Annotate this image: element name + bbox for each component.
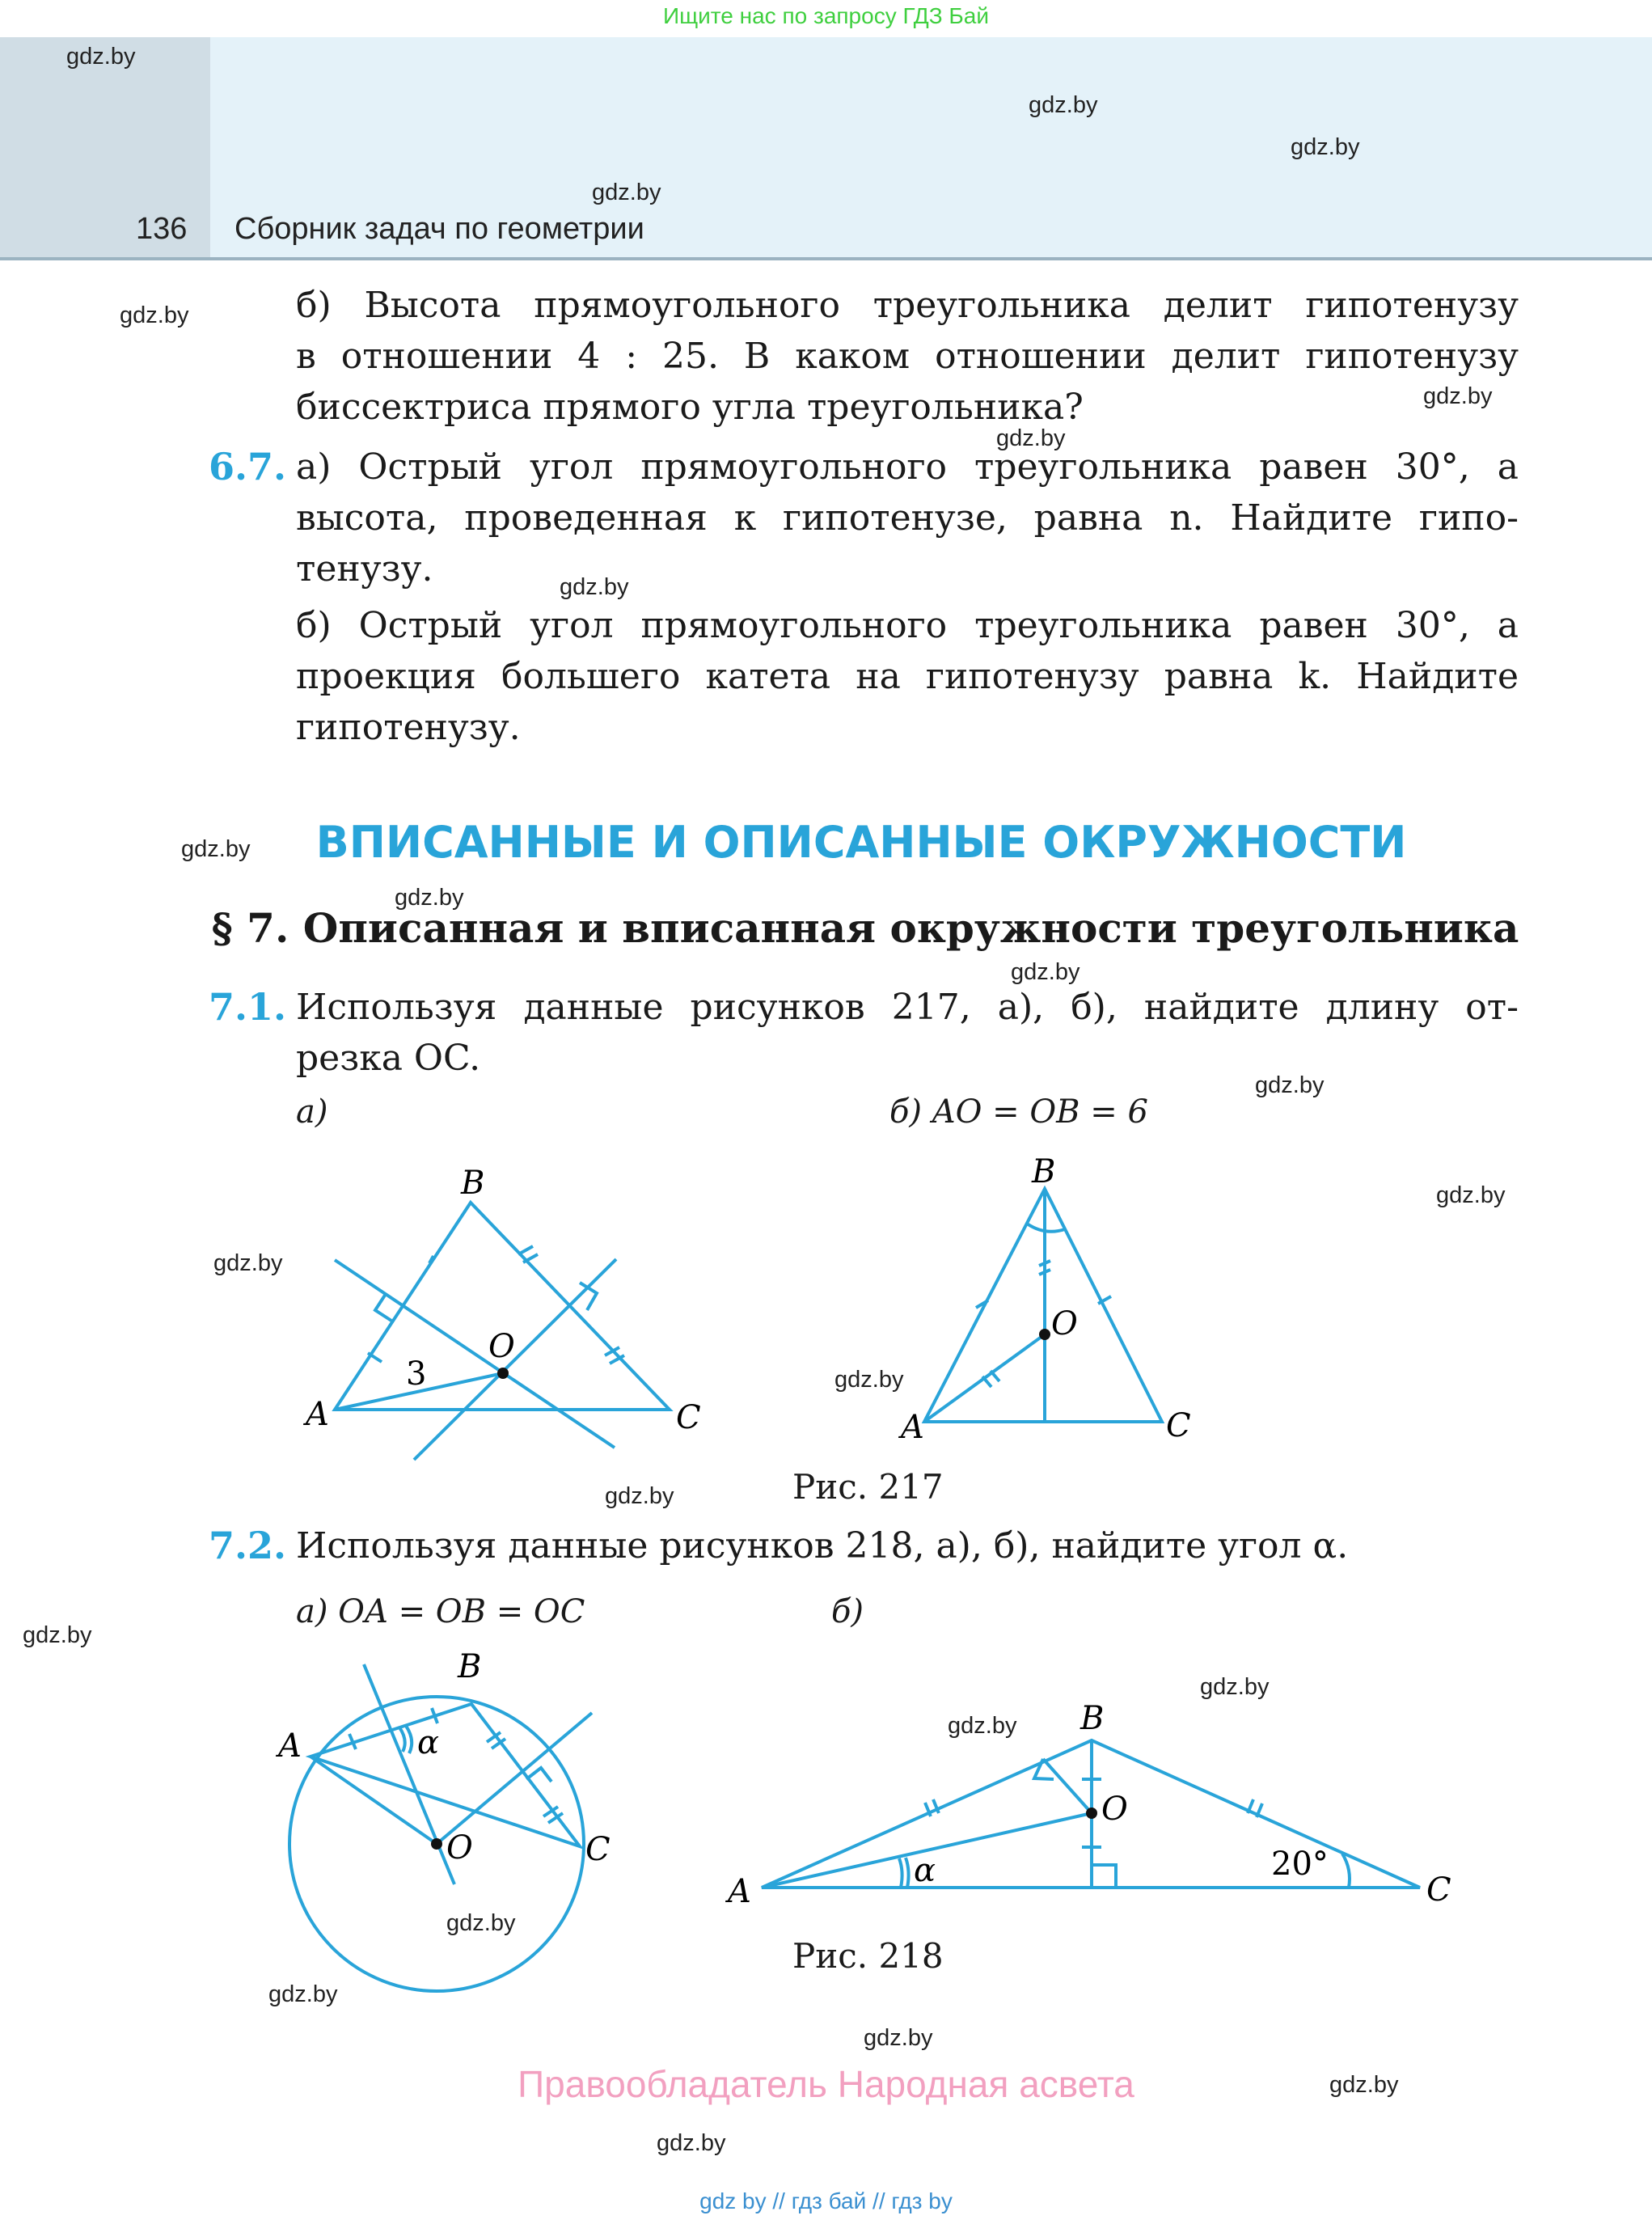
problem-6-6b-line1: б) Высота прямоугольного треугольника делит гипотенузу (296, 285, 1519, 326)
paragraph-title: § 7. Описанная и вписанная окружности треугольника (211, 904, 1519, 952)
watermark: gdz.by (268, 1981, 338, 2007)
problem-6-7b-line1: б) Острый угол прямоугольного треугольника равен 30°, а (296, 605, 1519, 646)
watermark: gdz.by (181, 836, 251, 862)
label-b: B (1080, 1700, 1105, 1737)
watermark: gdz.by (657, 2130, 726, 2156)
label-c: C (676, 1399, 701, 1436)
watermark: gdz.by (1423, 383, 1493, 409)
watermark: gdz.by (446, 1910, 516, 1936)
watermark: gdz.by (66, 44, 136, 70)
watermark: gdz.by (1291, 134, 1360, 160)
problem-7-2-line1: Используя данные рисунков 218, а), б), найдите угол α. (296, 1525, 1349, 1567)
problem-7-1-line2: резка OC. (296, 1038, 481, 1079)
figure-218b (712, 1690, 1472, 1925)
watermark: gdz.by (592, 180, 661, 205)
watermark: gdz.by (996, 425, 1066, 451)
label-a: A (901, 1409, 924, 1446)
fig217a-label: а) (296, 1093, 328, 1131)
watermark: gdz.by (1011, 959, 1080, 985)
label-o: O (1101, 1791, 1128, 1828)
label-angle-20: 20° (1271, 1846, 1329, 1883)
watermark: gdz.by (120, 302, 189, 328)
label-a: A (306, 1396, 329, 1433)
footer-links[interactable]: gdz by // гдз бай // гдз by (699, 2188, 953, 2213)
figure-217a (291, 1156, 728, 1472)
point-o (1039, 1329, 1050, 1340)
problem-6-7a-line3: тенузу. (296, 548, 433, 590)
label-b: B (1032, 1153, 1056, 1190)
fig217-caption: Рис. 217 (792, 1467, 944, 1507)
problem-6-7b-line2: проекция большего катета на гипотенузу равна k. Найдите (296, 656, 1519, 697)
fig218-caption: Рис. 218 (792, 1936, 944, 1976)
fig217b-label: б) AO = OB = 6 (889, 1093, 1148, 1131)
watermark: gdz.by (395, 885, 464, 911)
watermark: gdz.by (1329, 2072, 1399, 2098)
label-alpha: α (417, 1724, 440, 1761)
label-alpha: α (914, 1852, 936, 1889)
label-c: C (1166, 1407, 1191, 1444)
copyright-footer: Правообладатель Народная асвета (518, 2063, 1134, 2105)
problem-number-7-2: 7.2. (209, 1524, 287, 1567)
perpendicular-od (1043, 1759, 1092, 1813)
label-c: C (1426, 1871, 1451, 1909)
label-a: A (728, 1873, 751, 1910)
label-b: B (458, 1648, 482, 1685)
problem-7-1-line1: Используя данные рисунков 217, а), б), найдите длину от- (296, 987, 1519, 1028)
watermark: gdz.by (1029, 92, 1098, 118)
watermark: gdz.by (1200, 1674, 1270, 1700)
watermark: gdz.by (864, 2025, 933, 2051)
watermark: gdz.by (834, 1367, 904, 1393)
label-o: O (446, 1829, 473, 1867)
watermark: gdz.by (560, 574, 629, 600)
watermark: gdz.by (23, 1622, 92, 1648)
watermark: gdz.by (948, 1713, 1017, 1739)
point-o (1086, 1808, 1097, 1819)
problem-number-7-1: 7.1. (209, 985, 287, 1029)
label-length: 3 (406, 1355, 427, 1393)
label-o: O (1051, 1305, 1078, 1342)
fig218a-label: а) OA = OB = OC (296, 1593, 585, 1630)
perpendicular-bisector-ab (335, 1260, 615, 1448)
point-o (497, 1368, 509, 1379)
problem-6-7b-line3: гипотенузу. (296, 707, 521, 748)
watermark: gdz.by (213, 1250, 283, 1276)
running-title: Сборник задач по геометрии (234, 212, 644, 246)
label-b: B (461, 1165, 485, 1202)
watermark: gdz.by (605, 1483, 674, 1509)
fig218b-label: б) (831, 1593, 864, 1630)
problem-number-6-7: 6.7. (209, 445, 287, 488)
label-c: C (585, 1831, 611, 1868)
figure-217b (873, 1148, 1213, 1456)
page-number: 136 (136, 212, 188, 246)
label-a: A (278, 1727, 302, 1765)
top-banner: Ищите нас по запросу ГДЗ Бай (662, 3, 990, 28)
point-o (431, 1838, 442, 1850)
figure-218a (267, 1634, 639, 2022)
watermark: gdz.by (1255, 1072, 1325, 1098)
problem-6-7a-line2: высота, проведенная к гипотенузе, равна n. Найдите гипо- (296, 497, 1519, 539)
problem-6-6b-line2: в отношении 4 : 25. В каком отношении делит гипотенузу (296, 336, 1519, 377)
problem-6-7a-line1: а) Острый угол прямоугольного треугольника равен 30°, а (296, 446, 1519, 488)
watermark: gdz.by (1436, 1182, 1506, 1208)
section-title: ВПИСАННЫЕ И ОПИСАННЫЕ ОКРУЖНОСТИ (315, 817, 1407, 868)
header-divider (0, 257, 1652, 260)
label-o: O (488, 1328, 515, 1365)
segment-ao (311, 1757, 437, 1844)
problem-6-6b-line3: биссектриса прямого угла треугольника? (296, 387, 1084, 428)
